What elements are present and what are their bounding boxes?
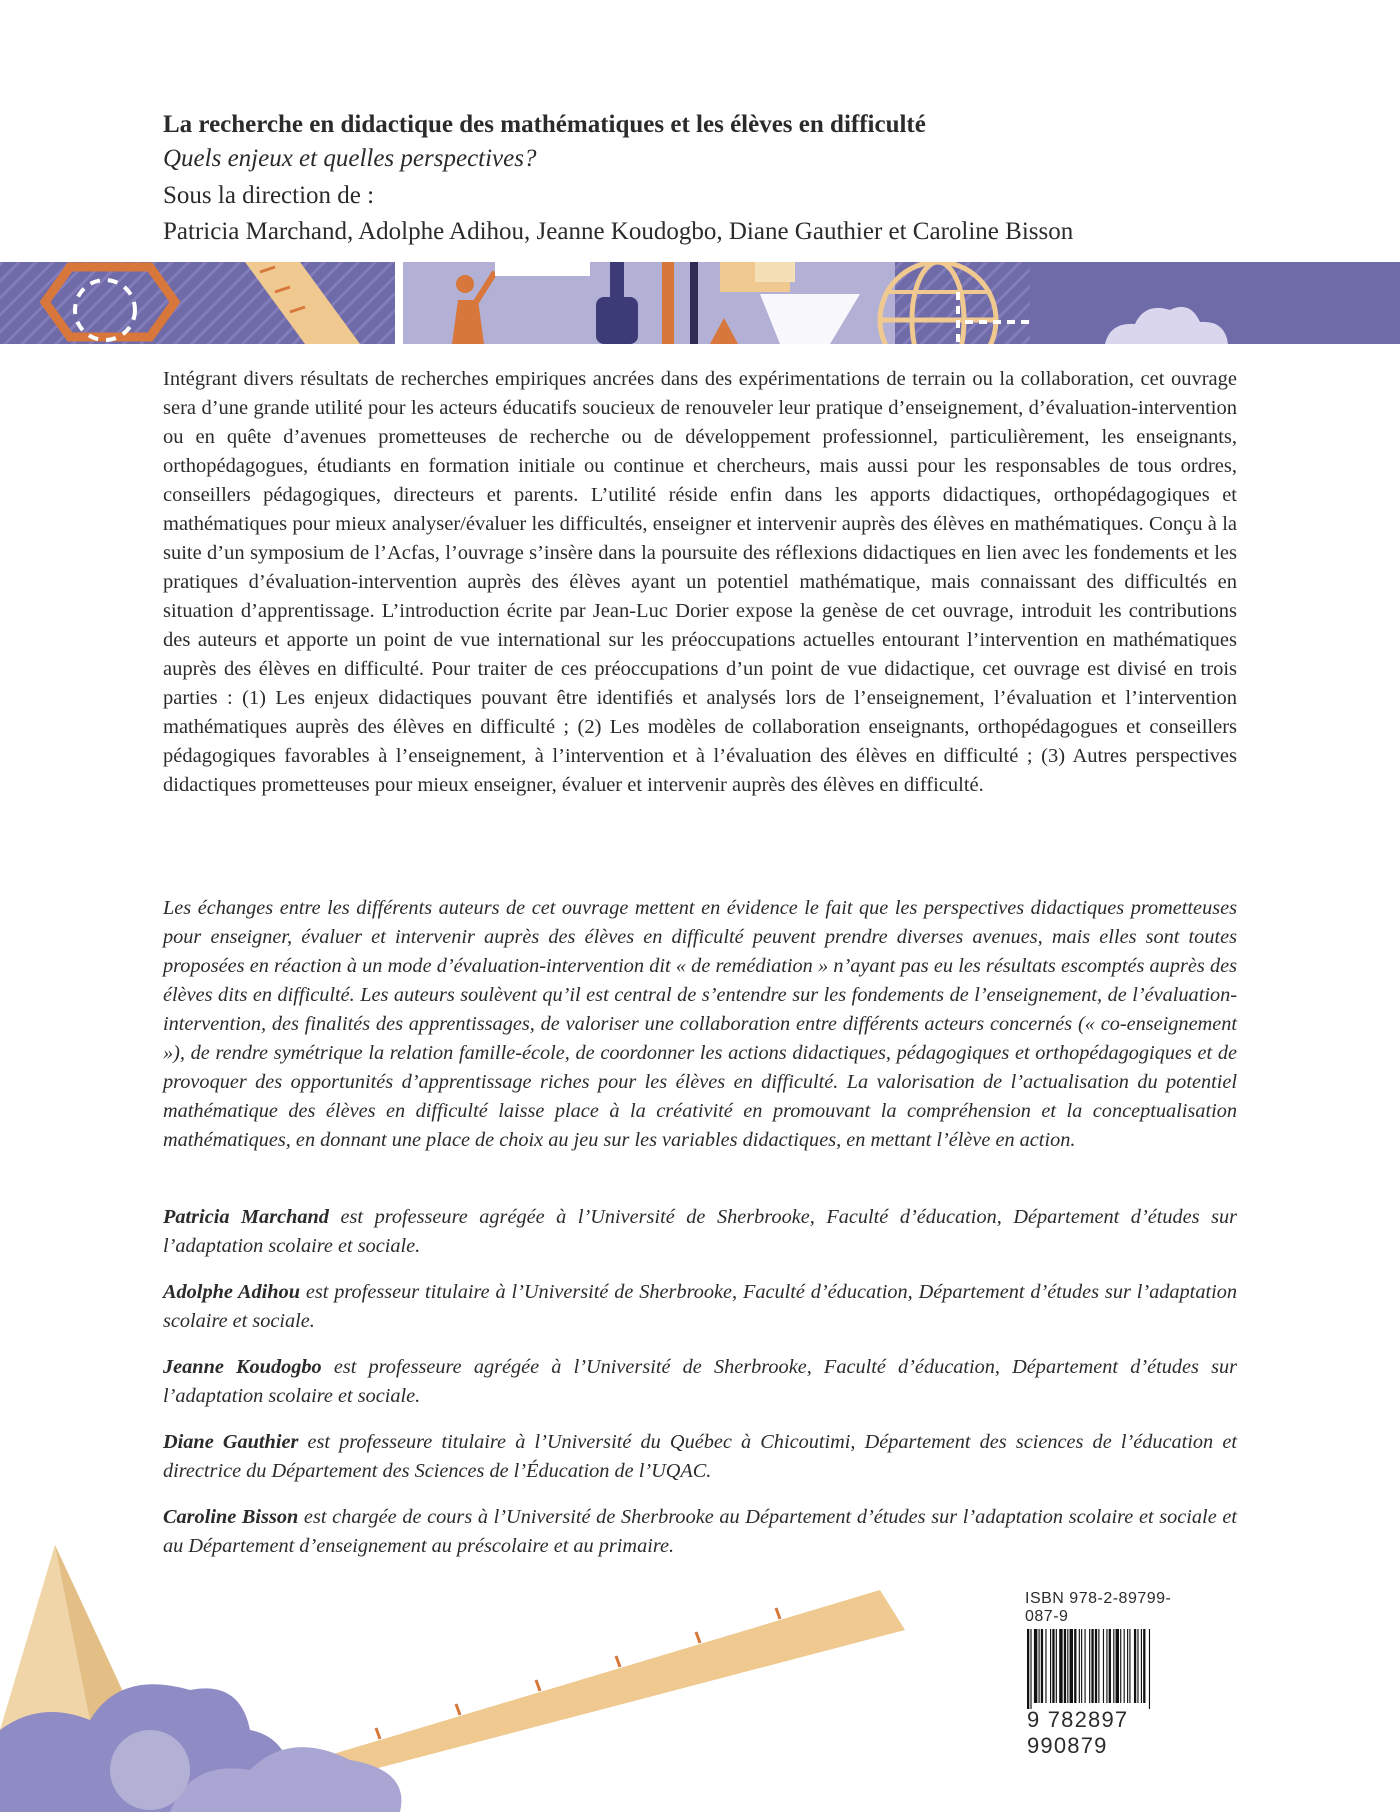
barcode-bar: [1134, 1629, 1136, 1703]
barcode-bar: [1143, 1629, 1145, 1703]
barcode-bar: [1039, 1629, 1040, 1703]
barcode-bar: [1091, 1629, 1093, 1703]
author-bio: [163, 1278, 1237, 1336]
author-name: Caroline Bisson: [163, 1506, 299, 1528]
author-bio: [163, 1203, 1237, 1261]
book-synthesis: Les échanges entre les différents auteurs de cet ouvrage mettent en évidence le fait que les perspectives didactiques prometteuses pour enseigner, évaluer et intervenir auprès des élèves en difficulté peuvent prendre diverses avenues, mais elles sont toutes proposées en réaction à un mode d’évaluation-intervention dit « de remédiation » n’ayant pas eu les résultats escomptés auprès des élèves dits en difficulté. Les auteurs soulèvent qu’il est central de s’entendre sur les fondements de l’enseignement, de l’évaluation-intervention, des finalités des apprentissages, de valoriser une collaboration entre différents acteurs concernés (« co-enseignement »), de rendre symétrique la relation famille-école, de coordonner les actions didactiques, pédagogiques et orthopédagogiques et de provoquer des opportunités d’apprentissage riches pour les élèves en difficulté. La valorisation de l’actualisation du potentiel mathématique des élèves en difficulté laisse place à la créativité en promouvant la compréhension et la conceptualisation mathématiques, en donnant une place de choix au jeu sur les variables didactiques, en mettant l’élève en action.: [163, 897, 1237, 1151]
author-name: Jeanne Koudogbo: [163, 1356, 322, 1378]
barcode-bar: [1027, 1629, 1029, 1709]
author-bios: [163, 1203, 1237, 1578]
barcode-bar: [1106, 1629, 1107, 1703]
barcode-bar: [1079, 1629, 1080, 1703]
author-bio-text: est professeure titulaire à l’Université du Québec à Chicoutimi, Département des sciences de l’éducation et directrice du Département des Sciences de l’Éducation de l’UQAC.: [163, 1431, 1237, 1482]
book-summary: Intégrant divers résultats de recherches empiriques ancrées dans des expérimentations de terrain ou la collaboration, cet ouvrage sera d’une grande utilité pour les acteurs éducatifs soucieux de renouveler leur pratique d’enseignement, d’évaluation-intervention ou en quête d’avenues prometteuses de recherche ou de développement professionnel, particulièrement, les enseignants, orthopédagogues, étudiants en formation initiale ou continue et chercheurs, mais aussi pour les responsables de tous ordres, conseillers pédagogiques, directeurs et parents. L’utilité réside enfin dans les apports didactiques, orthopédagogiques et mathématiques pour mieux analyser/évaluer les difficultés, enseigner et intervenir auprès des élèves en mathématiques. Conçu à la suite d’un symposium de l’Acfas, l’ouvrage s’insère dans la poursuite des réflexions didactiques en lien avec les fondements et les pratiques d’évaluation-intervention auprès des élèves ayant un potentiel mathématique, mais connaissant des difficultés en situation d’apprentissage. L’introduction écrite par Jean-Luc Dorier expose la genèse de cet ouvrage, introduit les contributions des auteurs et apporte un point de vue international sur les préoccupations actuelles entourant l’intervention en mathématiques auprès des élèves en difficulté. Pour traiter de ces préoccupations d’un point de vue didactique, cet ouvrage est divisé en trois parties : (1) Les enjeux didactiques pouvant être identifiés et analysés lors de l’enseignement, l’évaluation et l’intervention mathématiques auprès des élèves en difficulté ; (2) Les modèles de collaboration enseignants, orthopédagogues et conseillers pédagogiques favorables à l’enseignement, à l’intervention et à l’évaluation des élèves en difficulté ; (3) Autres perspectives didactiques prometteuses pour mieux enseigner, évaluer et intervenir auprès des élèves en difficulté.: [163, 368, 1237, 796]
barcode-bar: [1074, 1629, 1076, 1703]
flask-icon: [610, 262, 624, 297]
editors-list: Patricia Marchand, Adolphe Adihou, Jeanne Koudogbo, Diane Gauthier et Caroline Bisson: [163, 218, 1074, 245]
barcode-bar: [1141, 1629, 1142, 1703]
banner-illustration: [0, 262, 1400, 344]
barcode-bar: [1045, 1629, 1046, 1703]
book-title: La recherche en didactique des mathématiques et les élèves en difficulté: [163, 111, 926, 138]
barcode-bar: [1067, 1629, 1068, 1703]
barcode-bar: [1113, 1629, 1114, 1703]
author-name: Adolphe Adihou: [163, 1281, 300, 1303]
author-bio: [163, 1353, 1237, 1411]
author-bio-text: est professeure agrégée à l’Université de Sherbrooke, Faculté d’éducation, Département d’études sur l’adaptation scolaire et sociale.: [163, 1356, 1237, 1407]
barcode-bar: [1056, 1629, 1057, 1703]
barcode: [1025, 1629, 1203, 1709]
barcode-bar: [1120, 1629, 1121, 1703]
barcode-bar: [1030, 1629, 1031, 1709]
barcode-bar: [1052, 1629, 1054, 1703]
isbn-barcode-block: [1025, 1590, 1205, 1759]
direction-label: Sous la direction de :: [163, 182, 375, 209]
barcode-bar: [1059, 1629, 1062, 1703]
barcode-bar: [1070, 1629, 1073, 1703]
barcode-bar: [1098, 1629, 1099, 1703]
isbn-label: ISBN 978-2-89799-087-9: [1025, 1590, 1172, 1625]
barcode-bar: [1116, 1629, 1119, 1703]
person-icon: [456, 275, 474, 293]
whiteboard-icon: [495, 262, 590, 276]
author-bio: [163, 1428, 1237, 1486]
bottom-illustration: [0, 1530, 1000, 1812]
book-header: [163, 108, 1243, 250]
author-bio-text: est chargée de cours à l’Université de Sherbrooke au Département d’études sur l’adaptation scolaire et sociale et au Département d’enseignement au préscolaire et au primaire.: [163, 1506, 1237, 1557]
barcode-bar: [1127, 1629, 1128, 1703]
barcode-bar: [1085, 1629, 1086, 1703]
barcode-bar: [1109, 1629, 1111, 1703]
barcode-bar: [1081, 1629, 1082, 1703]
book-subtitle: Quels enjeux et quelles perspectives?: [163, 145, 537, 172]
author-name: Patricia Marchand: [163, 1206, 329, 1228]
barcode-bar: [1137, 1629, 1138, 1703]
barcode-bar: [1034, 1629, 1037, 1703]
barcode-bar: [1095, 1629, 1097, 1703]
author-bio-text: est professeure agrégée à l’Université de Sherbrooke, Faculté d’éducation, Département d’études sur l’adaptation scolaire et sociale.: [163, 1206, 1237, 1257]
barcode-bar: [1050, 1629, 1051, 1703]
barcode-bar: [1149, 1629, 1150, 1709]
barcode-bar: [1064, 1629, 1066, 1703]
barcode-bar: [1129, 1629, 1130, 1703]
barcode-bar: [1089, 1629, 1090, 1703]
isbn-digits: 9 782897 990879: [1025, 1707, 1197, 1759]
barcode-bar: [1041, 1629, 1043, 1703]
author-bio-text: est professeur titulaire à l’Université de Sherbrooke, Faculté d’éducation, Département d’études sur l’adaptation scolaire et sociale.: [163, 1281, 1238, 1332]
barcode-bar: [1124, 1629, 1125, 1703]
author-name: Diane Gauthier: [163, 1431, 299, 1453]
decorative-banner: [0, 262, 1400, 344]
barcode-bar: [1103, 1629, 1104, 1703]
